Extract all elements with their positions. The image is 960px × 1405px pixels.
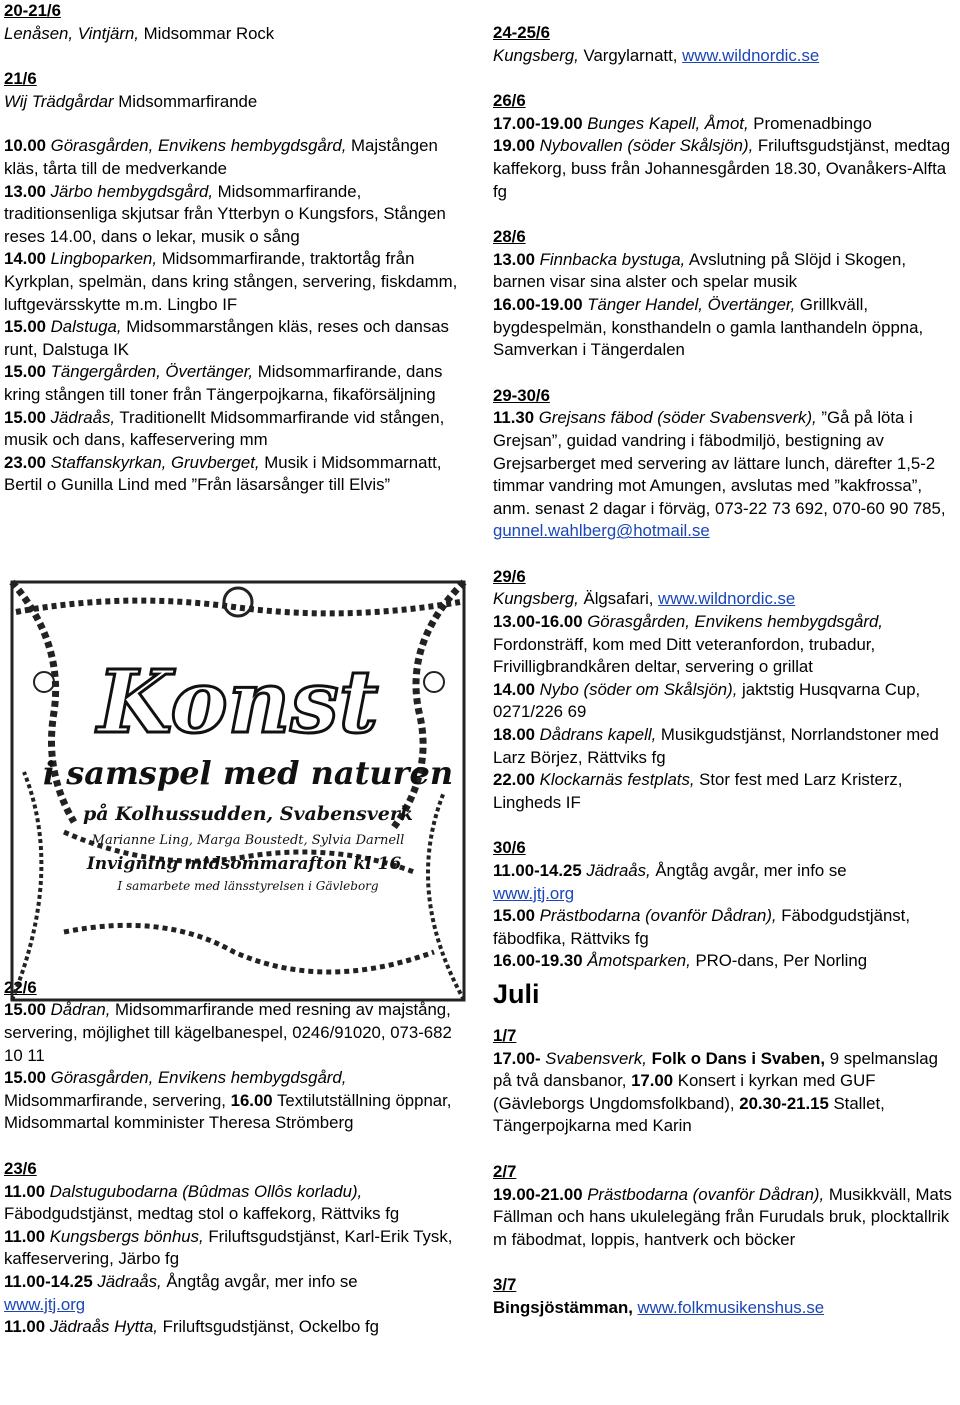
poster-artists: Marianne Ling, Marga Boustedt, Sylvia Darnell xyxy=(91,833,405,848)
date-heading: 23/6 xyxy=(4,1159,37,1179)
event-time: 22.00 xyxy=(493,770,535,790)
event-text: Avslutning på Slöjd i Skogen, barnen visar sina alster och spelar musik xyxy=(493,249,906,292)
event-text: Fäbodgudstjänst, fäbodfika, Rättviks fg xyxy=(493,906,910,948)
event-text: Midsommarfirande xyxy=(113,91,258,111)
date-heading: 20-21/6 xyxy=(4,1,61,20)
place: Tänger Handel, Övertänger, xyxy=(582,294,796,314)
event-time: 20.30-21.15 xyxy=(739,1093,829,1113)
event-time: 15.00 xyxy=(4,407,46,427)
date-heading: 29/6 xyxy=(493,566,526,586)
event-text: Ångtåg avgår, mer info se xyxy=(650,861,847,880)
event-time: 15.00 xyxy=(4,1000,46,1020)
poster-title: Konst xyxy=(97,652,379,753)
place: Lenåsen, Vintjärn, xyxy=(4,23,139,43)
event-time: 14.00 xyxy=(493,679,535,699)
event-time: 10.00 xyxy=(4,136,46,156)
event-entry xyxy=(493,1184,955,1252)
event-time: 17.00 xyxy=(631,1071,674,1091)
event-text: 9 spelmanslag på två dansbanor, xyxy=(493,1048,938,1091)
event-time: 23.00 xyxy=(4,452,46,472)
event-time: 16.00-19.00 xyxy=(493,294,583,314)
date-heading: 22/6 xyxy=(4,977,37,997)
event-entry xyxy=(493,588,955,611)
event-text: Ångtåg avgår, mer info se xyxy=(161,1272,358,1291)
date-heading: 29-30/6 xyxy=(493,385,550,405)
event-entry xyxy=(493,950,955,973)
jtj-link[interactable]: www.jtj.org xyxy=(493,883,575,903)
event-time: 13.00-16.00 xyxy=(493,612,583,632)
event-time: 11.30 xyxy=(493,408,535,428)
event-time: 13.00 xyxy=(493,249,535,269)
event-text: Fordonsträff, kom med Ditt veteranfordon, trubadur, Frivilligbrandkåren deltar, servering o grillat xyxy=(493,634,876,677)
event-entry xyxy=(4,135,474,180)
event-entry xyxy=(4,1226,474,1271)
event-text: Musik i Midsommarnatt, Bertil o Gunilla Lind med ”Från läsarsånger till Elvis” xyxy=(4,452,442,495)
poster-opening: Invigning midsommarafton kl 16 xyxy=(86,854,402,874)
event-entry xyxy=(4,452,474,497)
event-text: Majstången kläs, tårta till de medverkande xyxy=(4,136,438,178)
place: Jädraås Hytta, xyxy=(45,1317,158,1337)
event-time: 19.00 xyxy=(493,136,535,156)
event-entry xyxy=(4,1316,474,1339)
event-text: Midsommarfirande, traditionsenliga skjutsar från Ytterbyn o Kungsfors, Stången reses 14.00, dans o lekar, musik o sång xyxy=(4,181,446,246)
event-text: Midsommar Rock xyxy=(138,23,275,43)
event-entry xyxy=(493,1048,955,1138)
date-heading: 30/6 xyxy=(493,838,526,858)
event-block-1-7 xyxy=(493,1025,955,1138)
date-heading: 24-25/6 xyxy=(493,23,550,42)
poster-location: på Kolhussudden, Svabensverk xyxy=(83,803,413,825)
event-text: PRO-dans, Per Norling xyxy=(690,951,868,971)
event-time: 15.00 xyxy=(4,1068,46,1088)
event-entry xyxy=(493,45,955,68)
event-text: Friluftsgudstjänst, Ockelbo fg xyxy=(157,1317,379,1337)
event-entry xyxy=(4,23,474,46)
event-entry xyxy=(4,407,474,452)
event-time: 15.00 xyxy=(4,317,46,337)
event-block-24-25-6 xyxy=(493,22,955,67)
event-text: Midsommarfirande, dans kring stången till toner från Tängerpojkarna, fikaförsäljning xyxy=(4,362,443,404)
place: Dådrans kapell, xyxy=(535,725,657,745)
event-entry xyxy=(493,294,955,362)
date-heading: 26/6 xyxy=(493,91,526,111)
event-entry xyxy=(493,724,955,769)
date-heading: 28/6 xyxy=(493,227,526,247)
event-text: Midsommarfirande, servering, xyxy=(4,1090,231,1110)
folkmusikenshus-link[interactable]: www.folkmusikenshus.se xyxy=(637,1297,825,1317)
event-entry xyxy=(493,679,955,724)
place: Dådran, xyxy=(46,1000,111,1020)
event-entry xyxy=(4,91,474,114)
place: Görasgården, Envikens hembygdsgård, xyxy=(582,612,883,632)
event-time: 11.00-14.25 xyxy=(4,1272,93,1291)
event-text: Musikgudstjänst, Norrlandstoner med Larz Börjez, Rättviks fg xyxy=(493,725,939,767)
place: Kungsberg, xyxy=(493,45,579,65)
place: Grejsans fäbod (söder Svabensverk), xyxy=(534,408,817,428)
date-heading: 1/7 xyxy=(493,1025,517,1045)
event-entry xyxy=(4,999,474,1067)
event-text: Älgsafari, xyxy=(578,589,659,609)
place: Görasgården, Envikens hembygdsgård, xyxy=(46,136,347,156)
event-block-23-6 xyxy=(4,1158,474,1339)
event-entry xyxy=(4,1181,474,1226)
event-entry xyxy=(4,1271,474,1316)
right-column xyxy=(493,0,955,1320)
event-time: 15.00 xyxy=(493,906,535,926)
place: Kungsberg, xyxy=(493,589,579,609)
event-entry xyxy=(4,361,474,406)
event-entry xyxy=(4,316,474,361)
konst-poster xyxy=(4,572,472,1004)
month-heading: Juli xyxy=(493,978,540,1009)
event-title: Bingsjöstämman, xyxy=(493,1297,633,1317)
event-time: 11.00 xyxy=(4,1226,46,1246)
place: Kungsbergs bönhus, xyxy=(45,1226,204,1246)
event-time: 17.00-19.00 xyxy=(493,113,583,133)
place: Tängergården, Övertänger, xyxy=(46,362,254,382)
place: Svabensverk, xyxy=(540,1048,647,1068)
event-entry xyxy=(4,248,474,316)
email-link[interactable]: gunnel.wahlberg@hotmail.se xyxy=(493,521,710,541)
place: Jädraås, xyxy=(92,1272,162,1291)
poster-subtitle: i samspel med naturen xyxy=(42,754,454,792)
event-time: 13.00 xyxy=(4,181,46,201)
place: Jädraås, xyxy=(46,407,116,427)
event-entry xyxy=(493,769,955,814)
event-text: Fäbodgudstjänst, medtag stol o kaffekorg, Rättviks fg xyxy=(4,1204,400,1224)
event-entry xyxy=(493,611,955,679)
event-time: 11.00 xyxy=(4,1317,46,1337)
event-block-28-6 xyxy=(493,226,955,362)
event-text: Traditionellt Midsommarfirande vid stången, musik och dans, kaffeservering mm xyxy=(4,407,445,450)
event-block-29-30-6 xyxy=(493,385,955,543)
event-time: 14.00 xyxy=(4,249,46,269)
event-text: Konsert i kyrkan med GUF (Gävleborgs Ungdomsfolkband), xyxy=(493,1071,876,1113)
event-entry xyxy=(493,113,955,136)
event-text: Stor fest med Larz Kristerz, Lingheds IF xyxy=(493,770,903,812)
event-text: Stallet, Tängerpojkarna med Karin xyxy=(493,1093,885,1136)
event-time: 15.00 xyxy=(4,362,46,382)
wildnordic-link[interactable]: www.wildnordic.se xyxy=(658,589,796,609)
event-text: Midsommarfirande med resning av majstång, servering, möjlighet till kägelbanespel, 0246/91020, 073-682 10 11 xyxy=(4,1000,452,1065)
event-time: 17.00- xyxy=(493,1048,541,1068)
place: Klockarnäs festplats, xyxy=(535,770,695,790)
event-time: 18.00 xyxy=(493,725,535,745)
place: Finnbacka bystuga, xyxy=(535,249,686,269)
event-entry xyxy=(4,1067,474,1135)
event-entry xyxy=(493,249,955,294)
event-text: ”Gå på löta i Grejsan”, guidad vandring i fäbodmiljö, bestigning av Grejsarberget med servering av lättare lunch, därefter 1,5-2 timmar vandring mot Amungen, avslutas med ”kakfrossa”, anm. senast 2 dagar i förväg, 073-22 73 692, 070-60 90 785, xyxy=(493,408,946,518)
poster-cooperation: I samarbete med länsstyrelsen i Gävleborg xyxy=(117,879,379,893)
event-entry xyxy=(493,860,955,905)
event-text: Midsommarfirande, traktortåg från Kyrkplan, spelmän, dans kring stången, servering, fiskdamm, luftgevärsskytte m.m. Lingbo IF xyxy=(4,249,458,314)
event-time: 16.00 xyxy=(230,1090,273,1110)
event-text: Friluftsgudstjänst, medtag kaffekorg, buss från Johannesgården 18.30, Ovanåkers-Alfta fg xyxy=(493,136,951,201)
place: Prästbodarna (ovanför Dådran), xyxy=(535,906,777,926)
event-text: Grillkväll, bygdespelmän, konsthandeln o gamla lanthandeln öppna, Samverkan i Tängerdalen xyxy=(493,294,924,360)
event-text: Textilutställning öppnar, Midsommartal komminister Theresa Strömberg xyxy=(4,1090,452,1133)
event-text: Musikkväll, Mats Fällman och hans ukulelegäng från Furudals bruk, plocktallrik m fäbodmat, loppis, hantverk och böcker xyxy=(493,1184,952,1249)
event-text: Friluftsgudstjänst, Karl-Erik Tysk, kaffeservering, Järbo fg xyxy=(4,1226,453,1269)
place: Staffanskyrkan, Gruvberget, xyxy=(46,452,260,472)
place: Nybovallen (söder Skålsjön), xyxy=(535,136,754,156)
place: Bunges Kapell, Åmot, xyxy=(582,113,749,133)
place: Lingboparken, xyxy=(46,249,158,269)
wildnordic-link[interactable]: www.wildnordic.se xyxy=(682,45,820,65)
event-title: Folk o Dans i Svaben, xyxy=(646,1048,826,1068)
place: Wij Trädgårdar xyxy=(4,91,114,111)
event-block-21-6 xyxy=(4,68,474,497)
place: Jädraås, xyxy=(581,861,651,880)
event-block-29-6 xyxy=(493,566,955,815)
event-block-3-7 xyxy=(493,1274,955,1319)
date-heading: 21/6 xyxy=(4,69,37,89)
event-list xyxy=(4,135,474,497)
event-block-2-7 xyxy=(493,1161,955,1251)
place: Järbo hembygdsgård, xyxy=(46,181,213,201)
event-text: Promenadbingo xyxy=(748,113,872,133)
jtj-link[interactable]: www.jtj.org xyxy=(4,1294,86,1314)
event-time: 19.00-21.00 xyxy=(493,1184,583,1204)
event-entry xyxy=(493,135,955,203)
place: Prästbodarna (ovanför Dådran), xyxy=(582,1184,825,1204)
event-block-26-6 xyxy=(493,90,955,203)
event-block-30-6 xyxy=(493,837,955,973)
place: Görasgården, Envikens hembygdsgård, xyxy=(46,1068,347,1088)
event-entry xyxy=(493,1297,955,1320)
event-entry xyxy=(4,181,474,249)
event-text: Vargylarnatt, xyxy=(578,45,683,65)
place: Dalstugubodarna (Bûdmas Ollôs korladu), xyxy=(45,1181,363,1201)
event-block-20-21-6 xyxy=(4,0,474,45)
date-heading: 2/7 xyxy=(493,1161,517,1181)
event-time: 11.00 xyxy=(4,1181,46,1201)
event-text: Midsommarstången kläs, reses och dansas runt, Dalstuga IK xyxy=(4,317,449,359)
event-entry xyxy=(493,407,955,543)
event-time: 11.00-14.25 xyxy=(493,861,582,880)
date-heading: 3/7 xyxy=(493,1275,517,1295)
event-text: jaktstig Husqvarna Cup, 0271/226 69 xyxy=(493,679,921,722)
event-entry xyxy=(493,905,955,950)
place: Dalstuga, xyxy=(46,317,122,337)
place: Åmotsparken, xyxy=(582,951,691,971)
place: Nybo (söder om Skålsjön), xyxy=(535,679,738,699)
event-time: 16.00-19.30 xyxy=(493,951,583,971)
